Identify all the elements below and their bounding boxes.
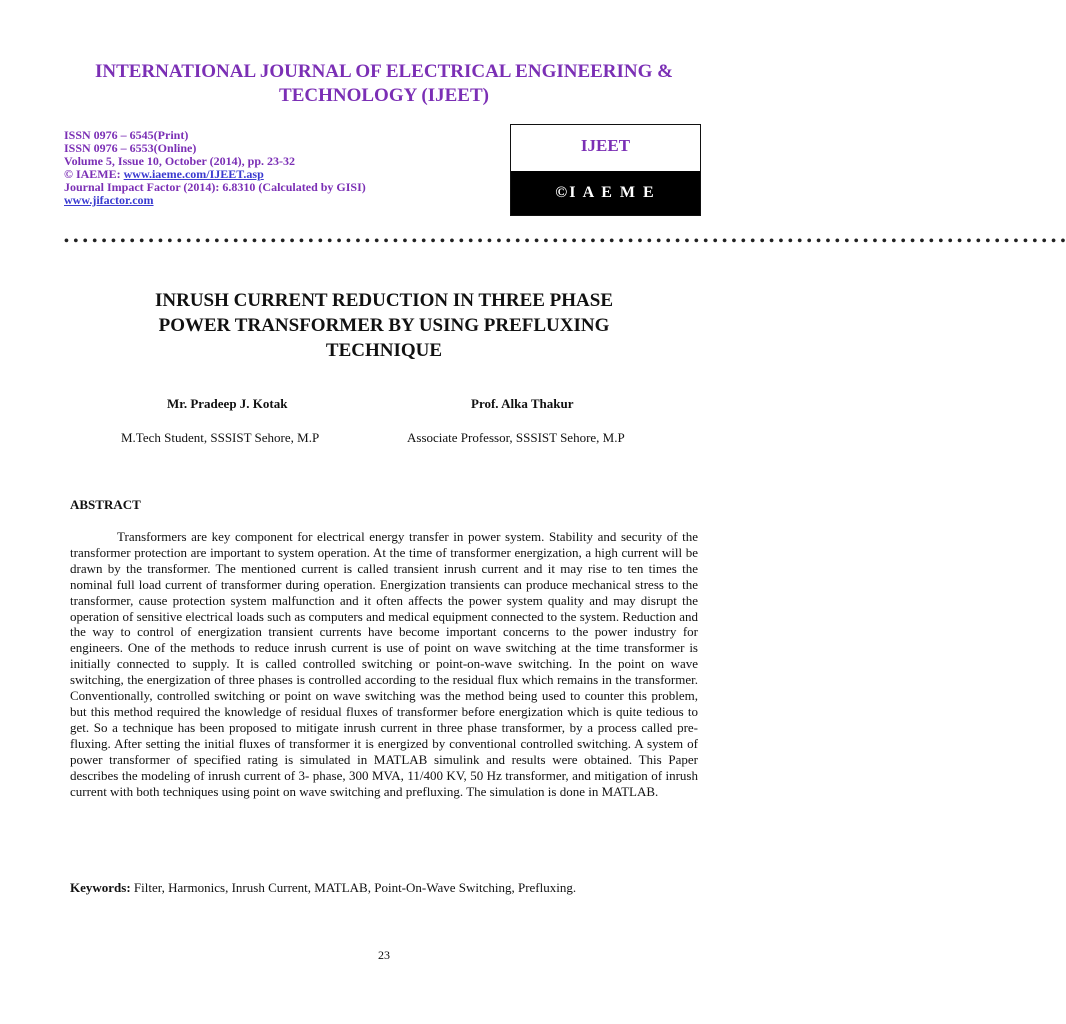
paper-title — [64, 288, 704, 363]
page-number: 23 — [378, 948, 390, 962]
journal-title-line-2: TECHNOLOGY (IJEET) — [279, 85, 489, 106]
abstract-heading: ABSTRACT — [70, 497, 141, 512]
ijeet-logo — [510, 124, 701, 216]
paper-title-line-2: POWER TRANSFORMER BY USING PREFLUXING — [158, 315, 610, 336]
author-affiliation-1: M.Tech Student, SSSIST Sehore, M.P — [121, 430, 320, 445]
logo-bottom-text: ©I A E M E — [511, 171, 700, 215]
journal-title-line-1: INTERNATIONAL JOURNAL OF ELECTRICAL ENGINEERING & — [94, 61, 673, 82]
keywords — [70, 880, 698, 896]
volume-info: Volume 5, Issue 10, October (2014), pp. 23-32 — [64, 154, 296, 168]
journal-title — [40, 60, 728, 108]
issn-online: ISSN 0976 – 6553(Online) — [64, 141, 197, 155]
paper-title-line-1: INRUSH CURRENT REDUCTION IN THREE PHASE — [154, 290, 614, 311]
author-name-2: Prof. Alka Thakur — [471, 396, 574, 411]
author-name-1: Mr. Pradeep J. Kotak — [167, 396, 288, 411]
journal-website-link[interactable]: www.iaeme.com/IJEET.asp — [123, 167, 264, 181]
issn-print: ISSN 0976 – 6545(Print) — [64, 128, 189, 142]
logo-top-text: IJEET — [511, 125, 700, 170]
copyright-prefix: © IAEME: — [64, 167, 124, 181]
impact-factor: Journal Impact Factor (2014): 6.8310 (Calculated by GISI) — [64, 180, 366, 194]
jifactor-link[interactable]: www.jifactor.com — [64, 193, 154, 207]
keywords-text: Filter, Harmonics, Inrush Current, MATLAB, Point-On-Wave Switching, Prefluxing. — [130, 880, 577, 895]
keywords-label: Keywords: — [70, 880, 131, 895]
author-affiliation-2: Associate Professor, SSSIST Sehore, M.P — [407, 430, 625, 445]
paper-title-line-3: TECHNIQUE — [325, 340, 443, 361]
journal-meta — [64, 129, 484, 207]
abstract-body: Transformers are key component for electrical energy transfer in power system. Stability and security of the transformer protection are important to system operation. At the time of transformer energization, a high current will be drawn by the transformer. The mentioned current is called transient inrush current and it may rise to ten times the nominal full load current of transformer during operation. Energization transients can produce mechanical stress to the transformer, cause protection system malfunction and it often affects the power system quality and may disrupt the operation of sensitive electrical loads such as computers and medical equipment connected to the system. Reduction and the way to control of energization transient currents have become important concerns to the power industry for engineers. One of the methods to reduce inrush current is use of point on wave switching at the time transformer is initially connected to supply. It is called controlled switching or point-on-wave switching. In the point on wave switching, the energization of three phases is controlled according to the residual flux which remains in the transformer. Conventionally, controlled switching or point on wave switching was the method being used to counter this problem, but this method required the knowledge of residual fluxes of transformer before energization which is quite tedious to get. So a technique has been proposed to mitigate inrush current in three phase transformer, by a process called pre-fluxing. After setting the initial fluxes of transformer it is energized by conventional controlled switching. A system of power transformer of specified rating is simulated in MATLAB simulink and results were obtained. This Paper describes the modeling of inrush current of 3- phase, 300 MVA, 11/400 KV, 50 Hz transformer, and mitigation of inrush current with both techniques using point on wave switching and prefluxing. The simulation is done in MATLAB. — [70, 529, 698, 799]
dotted-separator: • • • • • • • • • • • • • • • • • • • • • • • • • • • • • • • • • • • • • • • • • • • • • • • • • • • • • • • • • • • • • • • • • • • • • • • • • • • • • • • • • • • • • • • • • • • • • • • • • • • • • • • • • • • — [64, 234, 1066, 249]
